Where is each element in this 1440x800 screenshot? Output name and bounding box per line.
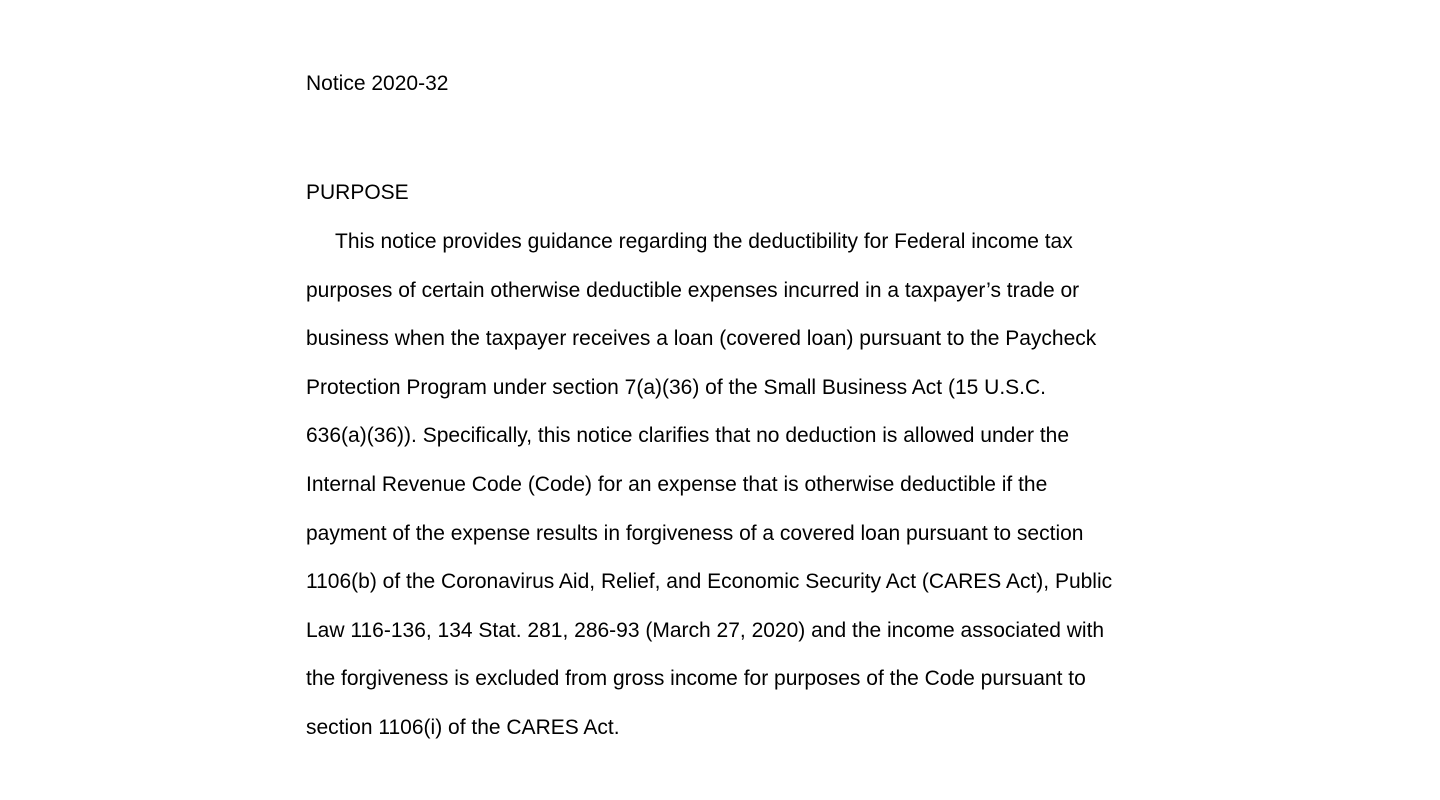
- paragraph-line: section 1106(i) of the CARES Act.: [306, 715, 620, 739]
- notice-title: Notice 2020-32: [306, 72, 449, 95]
- paragraph-line: Protection Program under section 7(a)(36) of the Small Business Act (15 U.S.C.: [306, 375, 1046, 399]
- paragraph-line: This notice provides guidance regarding the deductibility for Federal income tax: [335, 230, 1073, 253]
- section-heading-purpose: PURPOSE: [306, 181, 409, 204]
- paragraph-line: business when the taxpayer receives a loan (covered loan) pursuant to the Paycheck: [306, 327, 1097, 351]
- paragraph-line: Internal Revenue Code (Code) for an expense that is otherwise deductible if the: [306, 472, 1048, 496]
- paragraph-line: Law 116-136, 134 Stat. 281, 286-93 (March 27, 2020) and the income associated with: [306, 618, 1105, 642]
- paragraph-line: the forgiveness is excluded from gross income for purposes of the Code pursuant to: [306, 667, 1086, 691]
- paragraph-line: 636(a)(36)). Specifically, this notice clarifies that no deduction is allowed under the: [306, 424, 1070, 448]
- paragraph-line: 1106(b) of the Coronavirus Aid, Relief, and Economic Security Act (CARES Act), Public: [306, 570, 1113, 594]
- paragraph-line: payment of the expense results in forgiveness of a covered loan pursuant to section: [306, 521, 1084, 545]
- paragraph-line: purposes of certain otherwise deductible expenses incurred in a taxpayer’s trade or: [306, 278, 1080, 302]
- purpose-paragraph: [306, 228, 1112, 763]
